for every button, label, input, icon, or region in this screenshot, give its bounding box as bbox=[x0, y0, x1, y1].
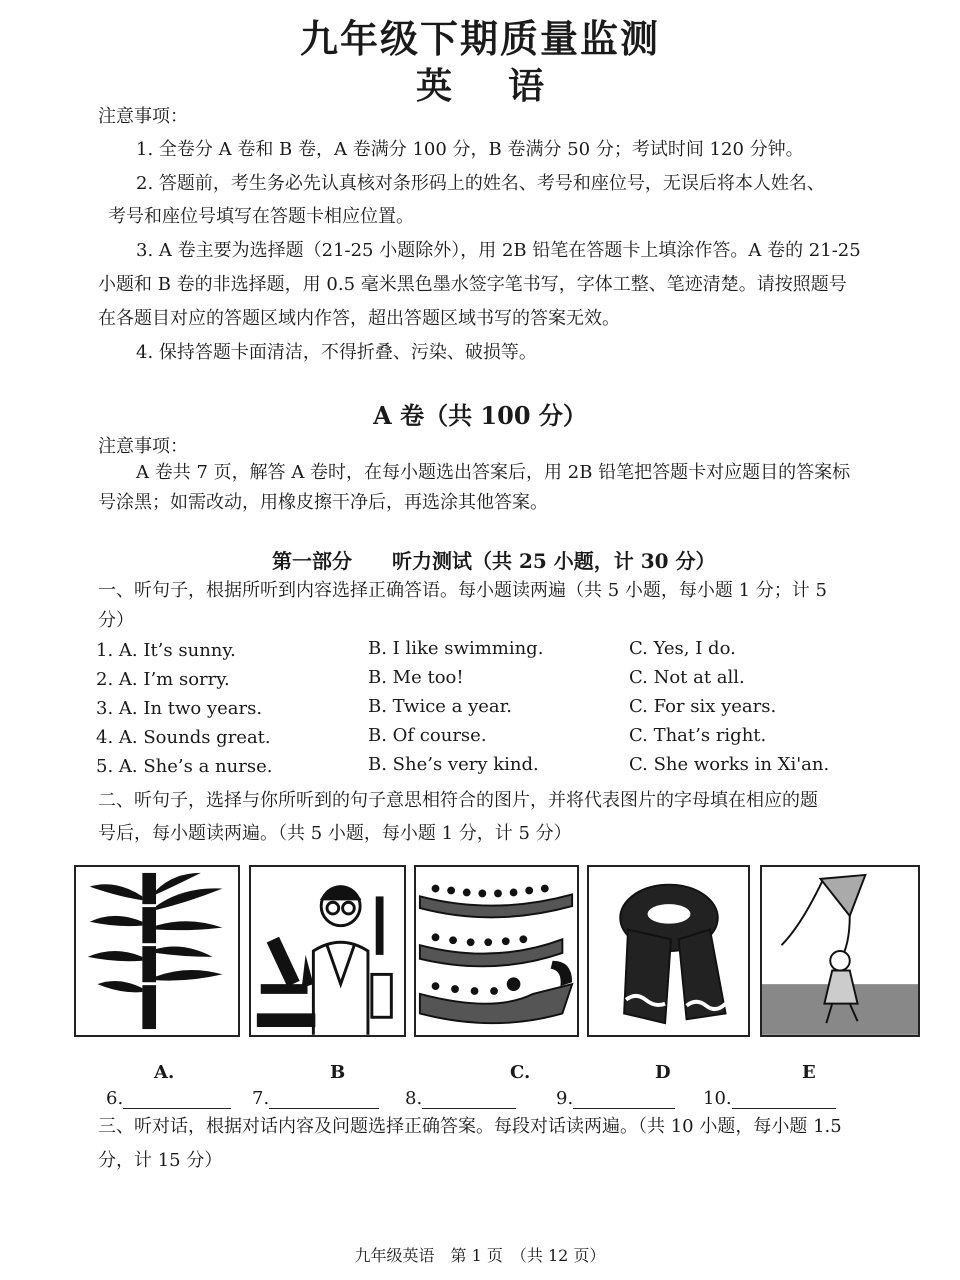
bamboo-icon bbox=[74, 865, 240, 1037]
answer-blank-8[interactable] bbox=[405, 1088, 516, 1109]
section-a-notice-line-2: 号涂黑；如需改动，用橡皮擦干净后，再选涂其他答案。 bbox=[98, 492, 548, 513]
page-title: 九年级下期质量监测 bbox=[299, 16, 660, 61]
picture-label-c: C. bbox=[510, 1062, 531, 1083]
section-1-instruction-line-1: 一、听句子，根据所听到内容选择正确答语。每小题读两遍（共 5 小题，每小题 1 分；计 5 bbox=[98, 580, 827, 601]
notice-item-3-line-2: 小题和 B 卷的非选择题，用 0.5 毫米黑色墨水签字笔书写，字体工整、笔迹清楚。请按照题号 bbox=[98, 274, 847, 295]
question-1-option-b: B. I like swimming. bbox=[368, 638, 544, 659]
section-2-instruction-line-1: 二、听句子，选择与你所听到的句子意思相符合的图片，并将代表图片的字母填在相应的题 bbox=[98, 790, 818, 811]
question-4-option-c: C. That’s right. bbox=[629, 725, 767, 746]
part-1-subtitle: 听力测试（共 25 小题，计 30 分） bbox=[392, 549, 716, 573]
section-a-notice-line-1: A 卷共 7 页，解答 A 卷时，在每小题选出答案后，用 2B 铅笔把答题卡对应题目的答案标 bbox=[136, 462, 851, 483]
question-2-option-b: B. Me too! bbox=[368, 667, 464, 688]
notice-item-2-line-1: 2. 答题前，考生务必先认真核对条形码上的姓名、考号和座位号，无误后将本人姓名、 bbox=[136, 173, 825, 194]
notice-item-2-line-2: 考号和座位号填写在答题卡相应位置。 bbox=[108, 206, 414, 227]
notice-heading: 注意事项： bbox=[98, 106, 188, 127]
section-2-instruction-line-2: 号后，每小题读两遍。（共 5 小题，每小题 1 分，计 5 分） bbox=[98, 823, 572, 844]
page-footer: 九年级英语 第 1 页 （共 12 页） bbox=[354, 1246, 606, 1265]
kite-girl-icon bbox=[760, 865, 920, 1037]
question-2-option-c: C. Not at all. bbox=[629, 667, 745, 688]
question-5-option-a: 5. A. She’s a nurse. bbox=[96, 756, 273, 777]
notice-item-3-line-1: 3. A 卷主要为选择题（21-25 小题除外），用 2B 铅笔在答题卡上填涂作答。A 卷的 21-25 bbox=[136, 240, 861, 261]
question-5-option-c: C. She works in Xi'an. bbox=[629, 754, 830, 775]
notice-item-4: 4. 保持答题卡面清洁，不得折叠、污染、破损等。 bbox=[136, 342, 537, 363]
notice-item-3-line-3: 在各题目对应的答题区域内作答，超出答题区域书写的答案无效。 bbox=[98, 308, 620, 329]
notice-item-1: 1. 全卷分 A 卷和 B 卷，A 卷满分 100 分，B 卷满分 50 分；考试时间 120 分钟。 bbox=[136, 139, 804, 160]
answer-blank-10[interactable] bbox=[703, 1088, 836, 1109]
answer-blank-9-label: 9. bbox=[556, 1088, 574, 1109]
dragon-boat-icon bbox=[414, 865, 579, 1037]
question-5-option-b: B. She’s very kind. bbox=[368, 754, 539, 775]
answer-blank-10-label: 10. bbox=[703, 1088, 732, 1109]
section-a-notice-heading: 注意事项： bbox=[98, 436, 188, 457]
scientist-icon bbox=[249, 865, 406, 1037]
section-a-title: A 卷（共 100 分） bbox=[373, 401, 587, 430]
question-4-option-b: B. Of course. bbox=[368, 725, 487, 746]
question-1-option-c: C. Yes, I do. bbox=[629, 638, 736, 659]
subject-char-1: 英 bbox=[415, 65, 452, 107]
question-1-option-a: 1. A. It’s sunny. bbox=[96, 640, 236, 661]
part-1-title bbox=[272, 545, 716, 574]
answer-blank-9[interactable] bbox=[556, 1088, 675, 1109]
question-3-option-b: B. Twice a year. bbox=[368, 696, 513, 717]
scarf-icon bbox=[587, 865, 750, 1037]
picture-label-b: B bbox=[330, 1062, 346, 1083]
picture-label-d: D bbox=[655, 1062, 671, 1083]
answer-blank-7-label: 7. bbox=[252, 1088, 270, 1109]
answer-blank-7[interactable] bbox=[252, 1088, 379, 1109]
picture-label-e: E bbox=[802, 1062, 816, 1083]
answer-blank-6[interactable] bbox=[106, 1088, 231, 1109]
answer-blank-8-label: 8. bbox=[405, 1088, 423, 1109]
section-3-instruction-line-2: 分，计 15 分） bbox=[98, 1150, 223, 1171]
part-1-label: 第一部分 bbox=[272, 549, 352, 573]
subject-char-2: 语 bbox=[508, 65, 545, 107]
question-4-option-a: 4. A. Sounds great. bbox=[96, 727, 271, 748]
picture-label-a: A. bbox=[154, 1062, 175, 1083]
question-2-option-a: 2. A. I’m sorry. bbox=[96, 669, 230, 690]
question-3-option-c: C. For six years. bbox=[629, 696, 777, 717]
section-1-instruction-line-2: 分） bbox=[98, 610, 134, 631]
answer-blank-6-label: 6. bbox=[106, 1088, 124, 1109]
question-3-option-a: 3. A. In two years. bbox=[96, 698, 263, 719]
section-3-instruction-line-1: 三、听对话，根据对话内容及问题选择正确答案。每段对话读两遍。（共 10 小题，每小题 1.5 bbox=[98, 1116, 842, 1137]
